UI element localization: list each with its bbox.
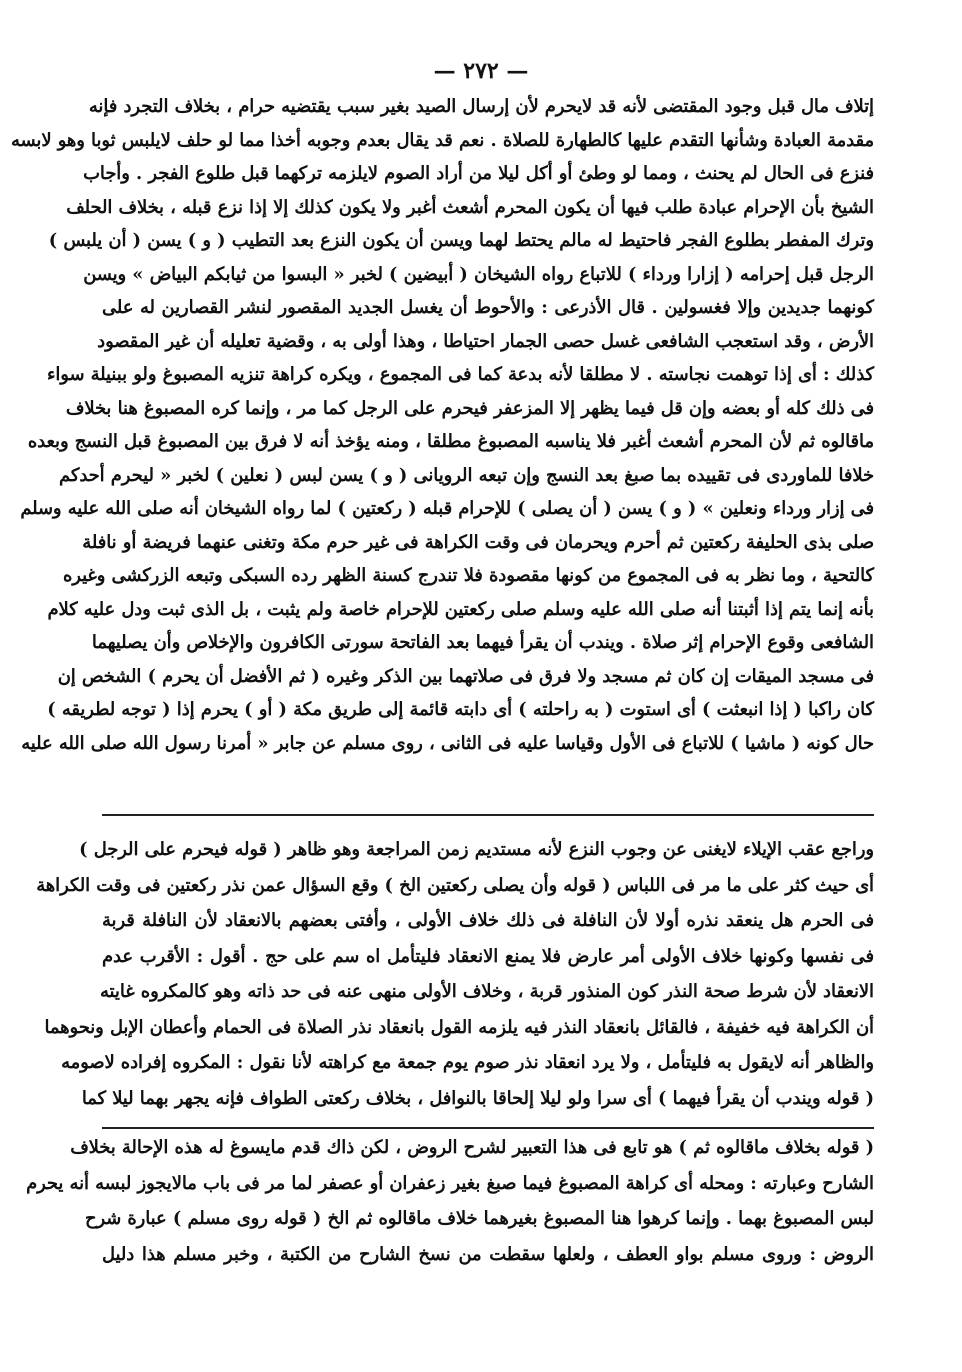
text-line: فى مسجد الميقات إن كان ثم مسجد ولا فرق فى صلاتهما بين الذكر وغيره ( ثم الأفضل أن يحرم ) الشخص إن bbox=[57, 665, 874, 687]
footnote-line: والظاهر أنه لايقول به فليتأمل ، ولا يرد انعقاد نذر صوم يوم جمعة مع كراهته لأنا نقول : المكروه إفراده لاصومه bbox=[61, 1052, 874, 1073]
footnote-divider bbox=[102, 814, 874, 816]
text-line: الشيخ بأن الإحرام عبادة طلب فيها أن يكون المحرم أشعث أغبر ولا يكون كذلك إلا إذا نزع قبله ، بخلاف الحلف bbox=[66, 196, 874, 218]
text-line: مقدمة العبادة وشأنها التقدم عليها كالطهارة للصلاة . نعم قد يقال بعدم وجوبه أخذا مما لو حلف لايلبس ثوبا وهو لابسه bbox=[11, 129, 874, 151]
text-line: خلافا للماوردى فى تقييده بما صبغ بعد النسج وإن تبعه الرويانى ( و ) يسن لبس ( نعلين ) لخبر « ليحرم أحدكم bbox=[59, 464, 874, 486]
text-line: بأنه إنما يتم إذا أثبتنا أنه صلى الله عليه وسلم صلى ركعتين للإحرام خاصة ولم يثبت ، بل الذى ثبت ودل عليه كلام bbox=[47, 598, 874, 620]
footnote-line: وراجع عقب الإيلاء لايغنى عن وجوب النزع لأنه مستديم زمن المراجعة وهو ظاهر ( قوله فيحرم على الرجل ) bbox=[79, 839, 874, 860]
text-line: كان راكبا ( إذا انبعثت ) أى استوت ( به راحلته ) أى دابته قائمة إلى طريق مكة ( أو ) يحرم إذا ( توجه لطريقه ) bbox=[47, 699, 874, 720]
text-line: الشافعى وقوع الإحرام إثر صلاة . ويندب أن يقرأ فيهما بعد الفاتحة سورتى الكافرون والإخلاص وأن يصليهما bbox=[91, 632, 874, 653]
text-line: كالتحية ، وما نظر به فى المجموع من كونها مقصودة فلا تندرج كسنة الظهر رده السبكى وتبعه الزركشى وغيره bbox=[62, 565, 874, 586]
page-number: — ٢٧٢ — bbox=[433, 58, 529, 84]
text-line: فى ذلك كله أو بعضه وإن قل فيما يظهر إلا المزعفر فيحرم على الرجل كما مر ، وإنما كره المصبوغ هنا بخلاف bbox=[65, 397, 874, 419]
footnote-line: الروض : وروى مسلم بواو العطف ، ولعلها سقطت من نسخ الشارح من الكتبة ، وخبر مسلم هذا دليل bbox=[102, 1243, 874, 1265]
footnote-commentary-1 bbox=[36, 832, 874, 1116]
text-line: الرجل قبل إحرامه ( إزارا ورداء ) للاتباع رواه الشيخان ( أبيضين ) لخبر « البسوا من ثيابكم البياض » ويسن bbox=[83, 263, 874, 285]
text-line: فى إزار ورداء ونعلين » ( و ) يسن ( أن يصلى ) للإحرام قبله ( ركعتين ) لما رواه الشيخان أنه صلى الله عليه وسلم bbox=[20, 498, 874, 519]
footnote-line: لبس المصبوغ بهما . وإنما كرهوا هنا المصبوغ بغيرهما خلاف ماقالوه ثم الخ ( قوله روى مسلم ) عبارة شرح bbox=[84, 1208, 874, 1229]
text-line: كذلك : أى إذا توهمت نجاسته . لا مطلقا لأنه بدعة كما فى المجموع ، ويكره كراهة تنزيه المصبوغ ولو ببنيلة سواء bbox=[47, 364, 874, 385]
text-line: كونهما جديدين وإلا فغسولين . قال الأذرعى : والأحوط أن يغسل الجديد المقصور لنشر القصارين له على bbox=[102, 297, 874, 318]
footnote-line: فى نفسها وكونها خلاف الأولى أمر عارض فلا يمنع الانعقاد فليتأمل اه سم على حج . أقول : الأقرب عدم bbox=[102, 945, 874, 967]
text-line: إتلاف مال قبل وجود المقتضى لأنه قد لايحرم لأن إرسال الصيد بغير سبب يقتضيه حرام ، بخلاف التجرد فإنه bbox=[88, 96, 874, 117]
text-line: وترك المفطر بطلوع الفجر فاحتيط له مالم يحتط لهما ويسن أن يكون النزع بعد التطيب ( و ) يسن ( أن يلبس ) bbox=[48, 230, 874, 251]
text-line: فنزع فى الحال لم يحنث ، ومما لو وطئ أو أكل ليلا من أراد الصوم لايلزمه تركهما قبل طلوع الفجر . وأجاب bbox=[83, 163, 874, 184]
footnote-line: فى الحرم هل ينعقد نذره أولا لأن النافلة فى ذلك خلاف الأولى ، وأفتى بعضهم بالانعقاد لأن النافلة قربة bbox=[102, 910, 874, 931]
main-text bbox=[11, 90, 874, 760]
footnote-divider bbox=[102, 1127, 874, 1129]
text-line: الأرض ، وقد استعجب الشافعى غسل حصى الجمار احتياطا ، وهذا أولى به ، وقضية تعليله أن غير المقصود bbox=[97, 330, 874, 352]
footnote-line: الشارح وعبارته : ومحله أى كراهة المصبوغ فيما صبغ بغير زعفران أو عصفر لما مر فى باب مالايجوز لبسه أنه يحرم bbox=[26, 1172, 874, 1194]
text-line: ماقالوه ثم لأن المحرم أشعث أغبر فلا يناسبه المصبوغ مطلقا ، ومنه يؤخذ أنه لا فرق بين المصبوغ قبل النسج وبعده bbox=[27, 431, 874, 452]
footnote-line: الانعقاد لأن شرط صحة النذر كون المنذور قربة ، وخلاف الأولى منهى عنه فى حد ذاته وهو كالمكروه غايته bbox=[100, 981, 874, 1002]
footnote-line: أن الكراهة فيه خفيفة ، فالقائل بانعقاد النذر فيه يلزمه القول بانعقاد نذر الصلاة فى الحمام وأعطان الإبل ونحوهما bbox=[44, 1016, 874, 1038]
footnote-commentary-2 bbox=[26, 1130, 874, 1272]
text-line: حال كونه ( ماشيا ) للاتباع فى الأول وقياسا عليه فى الثانى ، روى مسلم عن جابر « أمرنا رسول الله صلى الله عليه bbox=[21, 732, 874, 754]
footnote-line: أى حيث كثر على ما مر فى اللباس ( قوله وأن يصلى ركعتين الخ ) وقع السؤال عمن نذر ركعتين فى وقت الكراهة bbox=[36, 874, 874, 896]
footnote-line: ( قوله بخلاف ماقالوه ثم ) هو تابع فى هذا التعبير لشرح الروض ، لكن ذاك قدم مايسوغ له هذه الإحالة بخلاف bbox=[70, 1137, 874, 1158]
text-line: صلى بذى الحليفة ركعتين ثم أحرم ويحرمان فى وقت الكراهة فى غير حرم مكة وتغنى عنهما فريضة أو نافلة bbox=[82, 531, 874, 553]
footnote-line: ( قوله ويندب أن يقرأ فيهما ) أى سرا ولو ليلا إلحاقا بالنوافل ، بخلاف ركعتى الطواف فإنه يجهر بهما ليلا كما bbox=[81, 1087, 874, 1109]
